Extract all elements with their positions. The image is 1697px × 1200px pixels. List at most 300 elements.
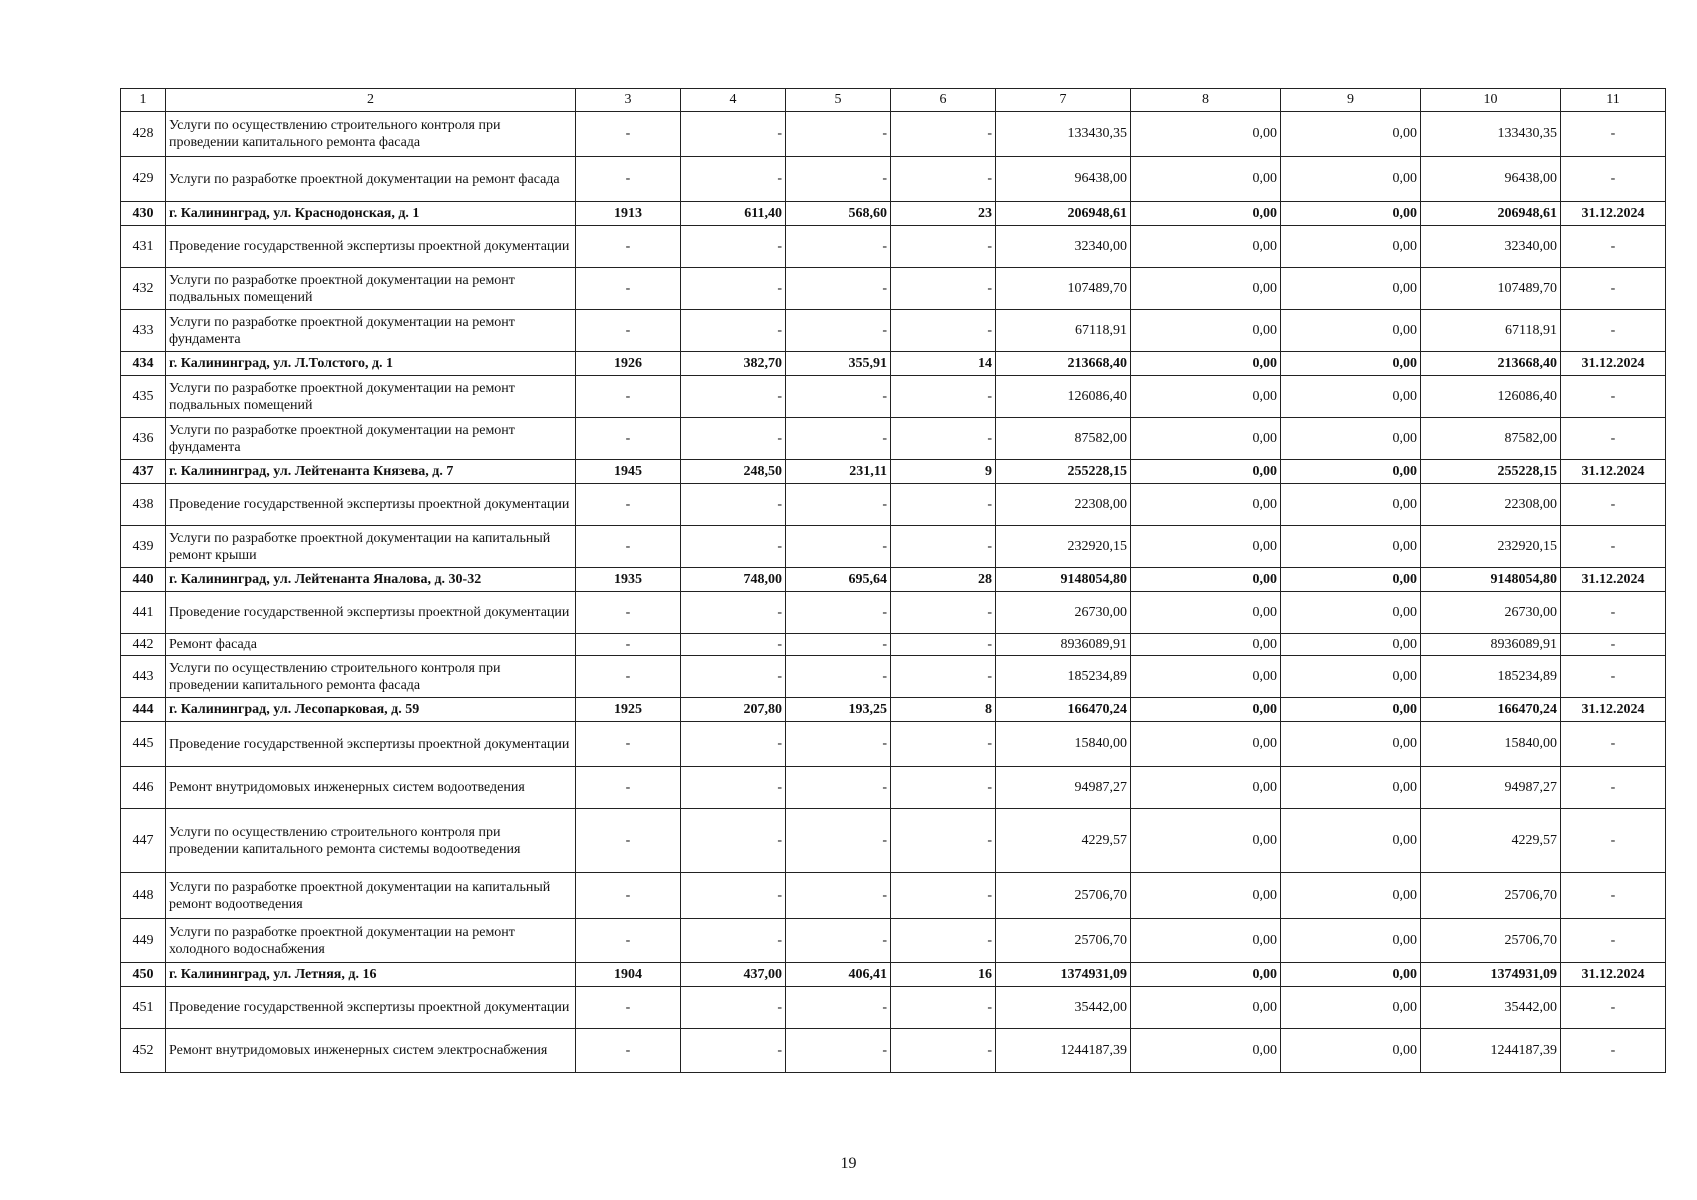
build-year: - xyxy=(576,157,681,202)
completion-date: - xyxy=(1561,809,1666,873)
total-area: - xyxy=(681,310,786,352)
row-number: 440 xyxy=(121,568,166,592)
completion-date: 31.12.2024 xyxy=(1561,352,1666,376)
cost-col-8: 0,00 xyxy=(1131,919,1281,963)
residents: - xyxy=(891,656,996,698)
completion-date: 31.12.2024 xyxy=(1561,568,1666,592)
work-description: Услуги по разработке проектной документации на ремонт холодного водоснабжения xyxy=(166,919,576,963)
total-area: - xyxy=(681,484,786,526)
row-number: 430 xyxy=(121,202,166,226)
residents: - xyxy=(891,157,996,202)
row-number: 431 xyxy=(121,226,166,268)
cost-col-10: 9148054,80 xyxy=(1421,568,1561,592)
table-row xyxy=(121,376,1666,418)
cost-col-8: 0,00 xyxy=(1131,112,1281,157)
table-row xyxy=(121,268,1666,310)
row-number: 449 xyxy=(121,919,166,963)
total-cost: 15840,00 xyxy=(996,722,1131,767)
living-area: - xyxy=(786,310,891,352)
cost-col-9: 0,00 xyxy=(1281,592,1421,634)
cost-col-8: 0,00 xyxy=(1131,418,1281,460)
cost-col-9: 0,00 xyxy=(1281,268,1421,310)
total-cost: 232920,15 xyxy=(996,526,1131,568)
row-number: 428 xyxy=(121,112,166,157)
total-area: - xyxy=(681,919,786,963)
living-area: - xyxy=(786,157,891,202)
completion-date: - xyxy=(1561,767,1666,809)
total-area: 207,80 xyxy=(681,698,786,722)
build-year: 1904 xyxy=(576,963,681,987)
table-row xyxy=(121,1029,1666,1073)
cost-col-9: 0,00 xyxy=(1281,157,1421,202)
cost-col-8: 0,00 xyxy=(1131,310,1281,352)
living-area: - xyxy=(786,376,891,418)
cost-col-10: 126086,40 xyxy=(1421,376,1561,418)
living-area: - xyxy=(786,722,891,767)
total-cost: 94987,27 xyxy=(996,767,1131,809)
row-number: 437 xyxy=(121,460,166,484)
residents: 23 xyxy=(891,202,996,226)
work-description: Проведение государственной экспертизы проектной документации xyxy=(166,592,576,634)
total-cost: 22308,00 xyxy=(996,484,1131,526)
cost-col-10: 25706,70 xyxy=(1421,919,1561,963)
page-number: 19 xyxy=(840,1155,857,1172)
row-number: 451 xyxy=(121,987,166,1029)
table-header xyxy=(121,89,1666,112)
work-description: Проведение государственной экспертизы проектной документации xyxy=(166,722,576,767)
build-year: 1935 xyxy=(576,568,681,592)
table-row xyxy=(121,656,1666,698)
cost-col-9: 0,00 xyxy=(1281,376,1421,418)
work-description: Ремонт фасада xyxy=(166,634,576,656)
total-cost: 4229,57 xyxy=(996,809,1131,873)
completion-date: - xyxy=(1561,112,1666,157)
cost-col-9: 0,00 xyxy=(1281,202,1421,226)
residents: - xyxy=(891,809,996,873)
build-year: 1925 xyxy=(576,698,681,722)
completion-date: - xyxy=(1561,310,1666,352)
cost-col-9: 0,00 xyxy=(1281,767,1421,809)
cost-col-9: 0,00 xyxy=(1281,987,1421,1029)
living-area: - xyxy=(786,418,891,460)
work-description: г. Калининград, ул. Лесопарковая, д. 59 xyxy=(166,698,576,722)
cost-col-9: 0,00 xyxy=(1281,112,1421,157)
cost-col-9: 0,00 xyxy=(1281,568,1421,592)
row-number: 442 xyxy=(121,634,166,656)
total-area: - xyxy=(681,418,786,460)
total-area: 248,50 xyxy=(681,460,786,484)
cost-col-8: 0,00 xyxy=(1131,634,1281,656)
col-header: 8 xyxy=(1131,89,1281,112)
total-cost: 87582,00 xyxy=(996,418,1131,460)
build-year: - xyxy=(576,376,681,418)
address-row xyxy=(121,202,1666,226)
col-header: 5 xyxy=(786,89,891,112)
build-year: - xyxy=(576,634,681,656)
completion-date: - xyxy=(1561,268,1666,310)
cost-col-10: 67118,91 xyxy=(1421,310,1561,352)
cost-col-10: 185234,89 xyxy=(1421,656,1561,698)
cost-col-8: 0,00 xyxy=(1131,526,1281,568)
completion-date: 31.12.2024 xyxy=(1561,460,1666,484)
total-cost: 206948,61 xyxy=(996,202,1131,226)
residents: - xyxy=(891,767,996,809)
cost-col-8: 0,00 xyxy=(1131,352,1281,376)
row-number: 432 xyxy=(121,268,166,310)
cost-col-10: 35442,00 xyxy=(1421,987,1561,1029)
total-cost: 32340,00 xyxy=(996,226,1131,268)
row-number: 439 xyxy=(121,526,166,568)
cost-col-9: 0,00 xyxy=(1281,722,1421,767)
living-area: - xyxy=(786,268,891,310)
residents: - xyxy=(891,873,996,919)
row-number: 445 xyxy=(121,722,166,767)
cost-col-10: 22308,00 xyxy=(1421,484,1561,526)
table-row xyxy=(121,809,1666,873)
cost-col-10: 25706,70 xyxy=(1421,873,1561,919)
col-header: 7 xyxy=(996,89,1131,112)
address-row xyxy=(121,352,1666,376)
work-description: Услуги по разработке проектной документации на капитальный ремонт крыши xyxy=(166,526,576,568)
build-year: - xyxy=(576,526,681,568)
residents: - xyxy=(891,919,996,963)
cost-col-9: 0,00 xyxy=(1281,226,1421,268)
work-description: Услуги по разработке проектной документации на ремонт фундамента xyxy=(166,418,576,460)
build-year: - xyxy=(576,418,681,460)
cost-col-8: 0,00 xyxy=(1131,698,1281,722)
row-number: 441 xyxy=(121,592,166,634)
cost-col-8: 0,00 xyxy=(1131,268,1281,310)
build-year: - xyxy=(576,722,681,767)
cost-col-8: 0,00 xyxy=(1131,592,1281,634)
cost-col-9: 0,00 xyxy=(1281,873,1421,919)
table-row xyxy=(121,592,1666,634)
total-area: - xyxy=(681,376,786,418)
total-cost: 96438,00 xyxy=(996,157,1131,202)
cost-col-9: 0,00 xyxy=(1281,963,1421,987)
build-year: 1926 xyxy=(576,352,681,376)
col-header: 6 xyxy=(891,89,996,112)
row-number: 433 xyxy=(121,310,166,352)
work-description: Услуги по осуществлению строительного контроля при проведении капитального ремонта фасада xyxy=(166,112,576,157)
cost-col-8: 0,00 xyxy=(1131,202,1281,226)
residents: - xyxy=(891,112,996,157)
residents: 8 xyxy=(891,698,996,722)
completion-date: - xyxy=(1561,226,1666,268)
build-year: - xyxy=(576,484,681,526)
work-description: г. Калининград, ул. Л.Толстого, д. 1 xyxy=(166,352,576,376)
build-year: - xyxy=(576,656,681,698)
cost-col-8: 0,00 xyxy=(1131,460,1281,484)
address-row xyxy=(121,963,1666,987)
living-area: - xyxy=(786,873,891,919)
living-area: - xyxy=(786,634,891,656)
row-number: 450 xyxy=(121,963,166,987)
residents: - xyxy=(891,484,996,526)
table-row xyxy=(121,226,1666,268)
total-cost: 133430,35 xyxy=(996,112,1131,157)
works-table xyxy=(120,88,1666,1073)
build-year: - xyxy=(576,987,681,1029)
cost-col-10: 1374931,09 xyxy=(1421,963,1561,987)
living-area: - xyxy=(786,226,891,268)
col-header: 4 xyxy=(681,89,786,112)
row-number: 438 xyxy=(121,484,166,526)
cost-col-9: 0,00 xyxy=(1281,310,1421,352)
cost-col-10: 107489,70 xyxy=(1421,268,1561,310)
residents: - xyxy=(891,722,996,767)
residents: - xyxy=(891,268,996,310)
cost-col-8: 0,00 xyxy=(1131,157,1281,202)
living-area: - xyxy=(786,112,891,157)
completion-date: 31.12.2024 xyxy=(1561,698,1666,722)
cost-col-8: 0,00 xyxy=(1131,963,1281,987)
total-area: 748,00 xyxy=(681,568,786,592)
residents: - xyxy=(891,310,996,352)
row-number: 429 xyxy=(121,157,166,202)
cost-col-9: 0,00 xyxy=(1281,919,1421,963)
living-area: - xyxy=(786,987,891,1029)
total-cost: 1374931,09 xyxy=(996,963,1131,987)
work-description: Проведение государственной экспертизы проектной документации xyxy=(166,987,576,1029)
row-number: 452 xyxy=(121,1029,166,1073)
table-row xyxy=(121,157,1666,202)
total-cost: 67118,91 xyxy=(996,310,1131,352)
work-description: Услуги по разработке проектной документации на капитальный ремонт водоотведения xyxy=(166,873,576,919)
row-number: 435 xyxy=(121,376,166,418)
col-header: 9 xyxy=(1281,89,1421,112)
residents: 28 xyxy=(891,568,996,592)
residents: 14 xyxy=(891,352,996,376)
table-row xyxy=(121,526,1666,568)
address-row xyxy=(121,568,1666,592)
total-area: - xyxy=(681,526,786,568)
col-header: 11 xyxy=(1561,89,1666,112)
total-cost: 25706,70 xyxy=(996,919,1131,963)
total-cost: 185234,89 xyxy=(996,656,1131,698)
living-area: 193,25 xyxy=(786,698,891,722)
residents: - xyxy=(891,592,996,634)
cost-col-9: 0,00 xyxy=(1281,634,1421,656)
completion-date: - xyxy=(1561,987,1666,1029)
residents: - xyxy=(891,987,996,1029)
residents: - xyxy=(891,418,996,460)
cost-col-8: 0,00 xyxy=(1131,873,1281,919)
total-area: - xyxy=(681,809,786,873)
total-area: - xyxy=(681,634,786,656)
build-year: - xyxy=(576,809,681,873)
residents: - xyxy=(891,376,996,418)
col-header: 2 xyxy=(166,89,576,112)
completion-date: - xyxy=(1561,919,1666,963)
total-cost: 213668,40 xyxy=(996,352,1131,376)
total-area: - xyxy=(681,268,786,310)
cost-col-9: 0,00 xyxy=(1281,418,1421,460)
living-area: - xyxy=(786,1029,891,1073)
total-area: - xyxy=(681,112,786,157)
cost-col-8: 0,00 xyxy=(1131,376,1281,418)
cost-col-10: 94987,27 xyxy=(1421,767,1561,809)
table-row xyxy=(121,767,1666,809)
build-year: - xyxy=(576,226,681,268)
total-area: - xyxy=(681,592,786,634)
completion-date: - xyxy=(1561,376,1666,418)
cost-col-10: 232920,15 xyxy=(1421,526,1561,568)
table-row xyxy=(121,112,1666,157)
build-year: - xyxy=(576,1029,681,1073)
cost-col-10: 133430,35 xyxy=(1421,112,1561,157)
work-description: г. Калининград, ул. Летняя, д. 16 xyxy=(166,963,576,987)
row-number: 436 xyxy=(121,418,166,460)
total-cost: 255228,15 xyxy=(996,460,1131,484)
cost-col-10: 26730,00 xyxy=(1421,592,1561,634)
total-area: - xyxy=(681,226,786,268)
cost-col-8: 0,00 xyxy=(1131,1029,1281,1073)
total-cost: 107489,70 xyxy=(996,268,1131,310)
build-year: 1913 xyxy=(576,202,681,226)
address-row xyxy=(121,460,1666,484)
row-number: 446 xyxy=(121,767,166,809)
cost-col-8: 0,00 xyxy=(1131,484,1281,526)
work-description: г. Калининград, ул. Лейтенанта Яналова, д. 30-32 xyxy=(166,568,576,592)
work-description: Проведение государственной экспертизы проектной документации xyxy=(166,484,576,526)
table-row xyxy=(121,987,1666,1029)
living-area: 231,11 xyxy=(786,460,891,484)
cost-col-9: 0,00 xyxy=(1281,809,1421,873)
cost-col-10: 255228,15 xyxy=(1421,460,1561,484)
table-row xyxy=(121,873,1666,919)
total-area: 611,40 xyxy=(681,202,786,226)
col-header: 3 xyxy=(576,89,681,112)
total-area: - xyxy=(681,767,786,809)
cost-col-8: 0,00 xyxy=(1131,568,1281,592)
table-row xyxy=(121,919,1666,963)
col-header: 1 xyxy=(121,89,166,112)
build-year: - xyxy=(576,873,681,919)
living-area: 695,64 xyxy=(786,568,891,592)
total-cost: 25706,70 xyxy=(996,873,1131,919)
completion-date: - xyxy=(1561,157,1666,202)
cost-col-10: 166470,24 xyxy=(1421,698,1561,722)
cost-col-8: 0,00 xyxy=(1131,722,1281,767)
work-description: Ремонт внутридомовых инженерных систем водоотведения xyxy=(166,767,576,809)
row-number: 443 xyxy=(121,656,166,698)
header-row xyxy=(121,89,1666,112)
total-cost: 1244187,39 xyxy=(996,1029,1131,1073)
completion-date: - xyxy=(1561,873,1666,919)
residents: - xyxy=(891,226,996,268)
build-year: - xyxy=(576,592,681,634)
cost-col-10: 8936089,91 xyxy=(1421,634,1561,656)
build-year: 1945 xyxy=(576,460,681,484)
completion-date: - xyxy=(1561,1029,1666,1073)
cost-col-8: 0,00 xyxy=(1131,656,1281,698)
living-area: - xyxy=(786,484,891,526)
build-year: - xyxy=(576,919,681,963)
residents: - xyxy=(891,634,996,656)
completion-date: - xyxy=(1561,484,1666,526)
work-description: Услуги по осуществлению строительного контроля при проведении капитального ремонта фасада xyxy=(166,656,576,698)
cost-col-10: 96438,00 xyxy=(1421,157,1561,202)
work-description: г. Калининград, ул. Лейтенанта Князева, д. 7 xyxy=(166,460,576,484)
residents: - xyxy=(891,526,996,568)
completion-date: - xyxy=(1561,592,1666,634)
table-row xyxy=(121,418,1666,460)
build-year: - xyxy=(576,112,681,157)
cost-col-10: 32340,00 xyxy=(1421,226,1561,268)
work-description: Ремонт внутридомовых инженерных систем электроснабжения xyxy=(166,1029,576,1073)
total-cost: 26730,00 xyxy=(996,592,1131,634)
table-row xyxy=(121,484,1666,526)
work-description: Услуги по осуществлению строительного контроля при проведении капитального ремонта системы водоотведения xyxy=(166,809,576,873)
table-body xyxy=(121,112,1666,1073)
cost-col-9: 0,00 xyxy=(1281,352,1421,376)
build-year: - xyxy=(576,268,681,310)
cost-col-10: 213668,40 xyxy=(1421,352,1561,376)
cost-col-8: 0,00 xyxy=(1131,767,1281,809)
work-description: Услуги по разработке проектной документации на ремонт фундамента xyxy=(166,310,576,352)
cost-col-9: 0,00 xyxy=(1281,698,1421,722)
cost-col-9: 0,00 xyxy=(1281,484,1421,526)
completion-date: 31.12.2024 xyxy=(1561,963,1666,987)
cost-col-10: 1244187,39 xyxy=(1421,1029,1561,1073)
work-description: г. Калининград, ул. Краснодонская, д. 1 xyxy=(166,202,576,226)
work-description: Услуги по разработке проектной документации на ремонт подвальных помещений xyxy=(166,268,576,310)
living-area: 568,60 xyxy=(786,202,891,226)
living-area: - xyxy=(786,767,891,809)
cost-col-8: 0,00 xyxy=(1131,987,1281,1029)
col-header: 10 xyxy=(1421,89,1561,112)
table-row xyxy=(121,310,1666,352)
build-year: - xyxy=(576,310,681,352)
living-area: - xyxy=(786,656,891,698)
total-cost: 126086,40 xyxy=(996,376,1131,418)
cost-col-10: 206948,61 xyxy=(1421,202,1561,226)
total-cost: 8936089,91 xyxy=(996,634,1131,656)
completion-date: - xyxy=(1561,722,1666,767)
completion-date: - xyxy=(1561,634,1666,656)
row-number: 434 xyxy=(121,352,166,376)
total-area: - xyxy=(681,873,786,919)
total-area: 437,00 xyxy=(681,963,786,987)
total-area: - xyxy=(681,1029,786,1073)
cost-col-9: 0,00 xyxy=(1281,656,1421,698)
living-area: - xyxy=(786,526,891,568)
table-row xyxy=(121,722,1666,767)
cost-col-10: 15840,00 xyxy=(1421,722,1561,767)
completion-date: - xyxy=(1561,526,1666,568)
address-row xyxy=(121,698,1666,722)
living-area: - xyxy=(786,919,891,963)
completion-date: - xyxy=(1561,418,1666,460)
residents: 9 xyxy=(891,460,996,484)
build-year: - xyxy=(576,767,681,809)
total-area: - xyxy=(681,722,786,767)
cost-col-8: 0,00 xyxy=(1131,226,1281,268)
cost-col-9: 0,00 xyxy=(1281,1029,1421,1073)
cost-col-10: 87582,00 xyxy=(1421,418,1561,460)
cost-col-8: 0,00 xyxy=(1131,809,1281,873)
cost-col-10: 4229,57 xyxy=(1421,809,1561,873)
work-description: Услуги по разработке проектной документации на ремонт подвальных помещений xyxy=(166,376,576,418)
residents: 16 xyxy=(891,963,996,987)
table-row xyxy=(121,634,1666,656)
living-area: 355,91 xyxy=(786,352,891,376)
living-area: 406,41 xyxy=(786,963,891,987)
completion-date: - xyxy=(1561,656,1666,698)
living-area: - xyxy=(786,592,891,634)
total-cost: 9148054,80 xyxy=(996,568,1131,592)
